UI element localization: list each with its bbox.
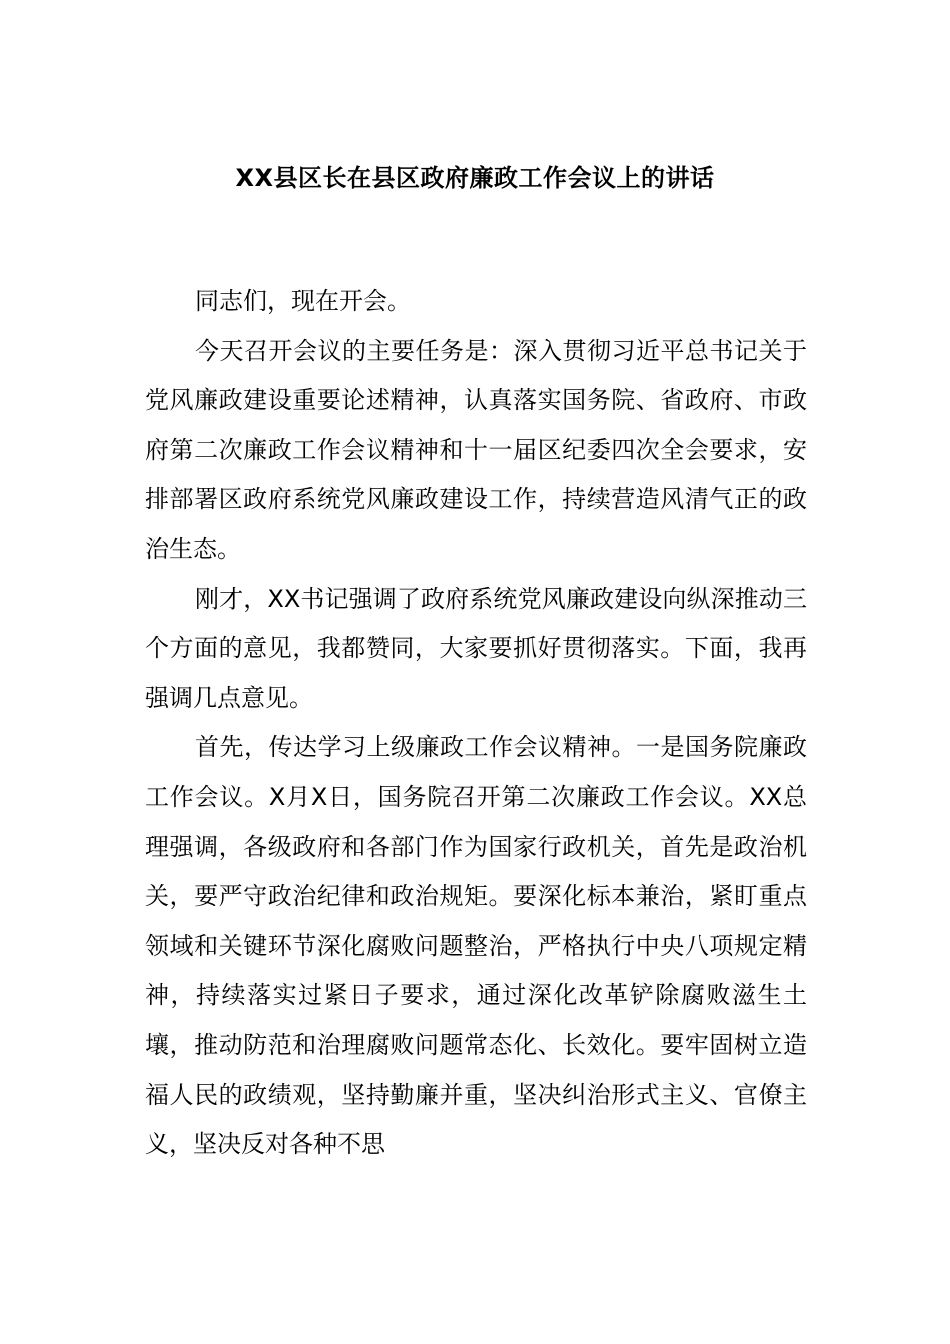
document-title: XX县区长在县区政府廉政工作会议上的讲话 [235, 164, 715, 192]
paragraph-remarks: 刚才，XX书记强调了政府系统党风廉政建设向纵深推动三个方面的意见，我都赞同，大家要抓好贯彻落实。下面，我再强调几点意见。 [145, 584, 807, 712]
paragraph-greeting: 同志们，现在开会。 [195, 287, 411, 315]
paragraph-first-point: 首先，传达学习上级廉政工作会议精神。一是国务院廉政工作会议。X月X日，国务院召开第二次廉政工作会议。XX总理强调，各级政府和各部门作为国家行政机关，首先是政治机关，要严守政治纪律和政治规矩。要深化标本兼治，紧盯重点领域和关键环节深化腐败问题整治，严格执行中央八项规定精神，持续落实过紧日子要求，通过深化改革铲除腐败滋生土壤，推动防范和治理腐败问题常态化、长效化。要牢固树立造福人民的政绩观，坚持勤廉并重，坚决纠治形式主义、官僚主义，坚决反对各种不思 [145, 733, 807, 1159]
paragraph-main-task: 今天召开会议的主要任务是：深入贯彻习近平总书记关于党风廉政建设重要论述精神，认真落实国务院、省政府、市政府第二次廉政工作会议精神和十一届区纪委四次全会要求，安排部署区政府系统党风廉政建设工作，持续营造风清气正的政治生态。 [145, 336, 807, 563]
document-body [145, 277, 807, 1170]
